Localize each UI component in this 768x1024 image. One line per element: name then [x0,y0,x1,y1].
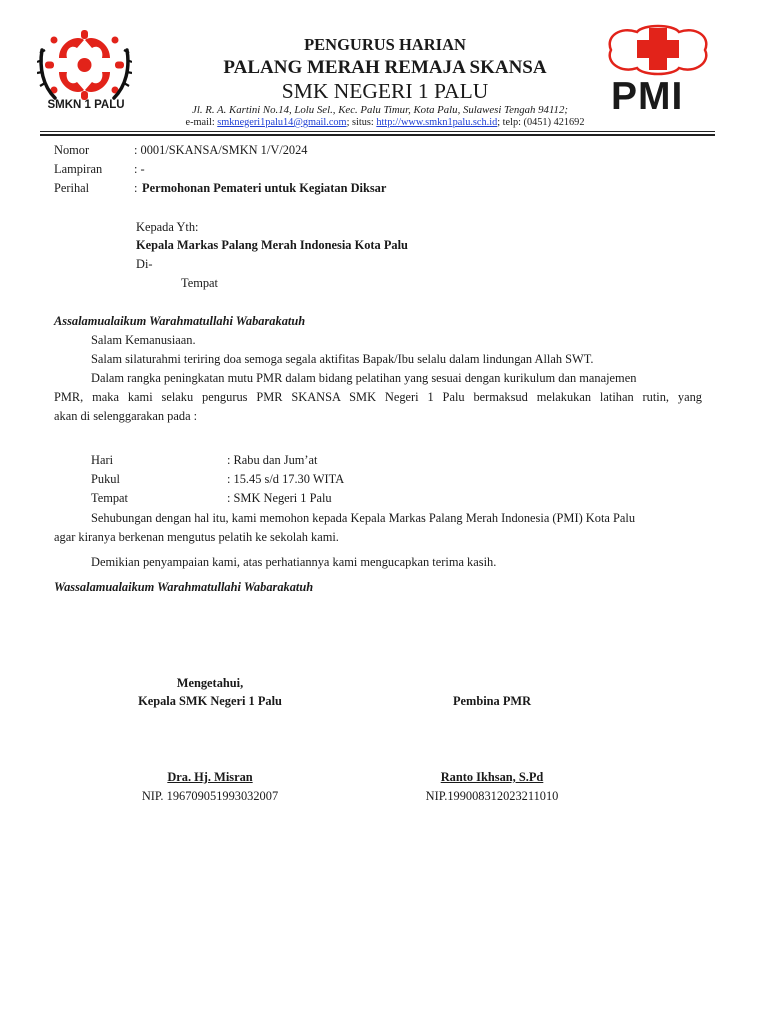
salam-closing: Wassalamualaikum Warahmatullahi Wabarakatuh [54,580,314,594]
recipient-tempat: Tempat [181,276,218,290]
schedule-value-pukul: : 15.45 s/d 17.30 WITA [227,472,345,486]
schedule-label-pukul: Pukul [91,472,120,486]
signature-left-title: Kepala SMK Negeri 1 Palu [138,694,282,708]
paragraph-1: Salam Kemanusiaan. [91,333,196,347]
recipient-kepada: Kepada Yth: [136,220,199,234]
letterhead-line-3: SMK NEGERI 1 PALU [281,79,489,103]
recipient-di: Di- [136,257,153,271]
signature-mengetahui: Mengetahui, [176,676,244,690]
letterhead-line-2: PALANG MERAH REMAJA SKANSA [223,57,547,78]
paragraph-3-line-3: akan di selenggarakan pada : [54,409,198,423]
lampiran-label: Lampiran [54,162,103,176]
recipient-name: Kepala Markas Palang Merah Indonesia Kota Palu [136,238,408,252]
paragraph-2: Salam silaturahmi teriring doa semoga segala aktifitas Bapak/Ibu selalu dalam lindungan Allah SWT. [91,352,594,366]
letterhead-contact [140,117,630,128]
letterhead-address: Jl. R. A. Kartini No.14, Lolu Sel., Kec. Palu Timur, Kota Palu, Sulawesi Tengah 94112; [192,104,568,116]
nomor-label: Nomor [54,143,90,157]
paragraph-4-line-1: Sehubungan dengan hal itu, kami memohon kepada Kepala Markas Palang Merah Indonesia (PMI) Kota Palu [91,511,636,525]
schedule-value-hari: : Rabu dan Jum’at [227,453,318,467]
paragraph-3-line-2: PMR, maka kami selaku pengurus PMR SKANSA SMK Negeri 1 Palu bermaksud melakukan latihan rutin, yang [54,390,702,404]
paragraph-3-line-1: Dalam rangka peningkatan mutu PMR dalam bidang pelatihan yang sesuai dengan kurikulum dan manajemen [91,371,637,385]
email-label: e-mail: [185,117,215,128]
schedule-label-hari: Hari [91,453,114,467]
paragraph-5: Demikian penyampaian kami, atas perhatiannya kami mengucapkan terima kasih. [91,555,497,569]
signature-right-name: Ranto Ikhsan, S.Pd [440,770,544,784]
site-label: ; situs: [346,117,374,128]
logo-left-caption: SMKN 1 PALU [47,99,125,111]
website-link[interactable]: http://www.smkn1palu.sch.id [376,117,498,128]
header-rule-thin [40,131,715,132]
pmi-logo-text: PMI [611,75,684,118]
email-link[interactable]: smknegeri1palu14@gmail.com [217,117,347,128]
nomor-value: : 0001/SKANSA/SMKN 1/V/2024 [134,143,308,157]
letterhead-line-1: PENGURUS HARIAN [304,35,466,54]
signature-right-title: Pembina PMR [452,694,532,708]
perihal-label: Perihal [54,181,90,195]
signature-left-name: Dra. Hj. Misran [167,770,253,784]
perihal-colon: : [134,181,138,195]
header-rule-thick [40,134,715,136]
phone-text: ; telp: (0451) 421692 [497,117,585,128]
schedule-label-tempat: Tempat [91,491,128,505]
perihal-value: Permohonan Pemateri untuk Kegiatan Diksar [142,181,387,195]
lampiran-value: : - [134,162,145,176]
signature-left-nip: NIP. 196709051993032007 [141,789,279,803]
signature-right-nip: NIP.199008312023211010 [425,789,559,803]
salam-opening: Assalamualaikum Warahmatullahi Wabarakatuh [54,314,306,328]
schedule-value-tempat: : SMK Negeri 1 Palu [227,491,332,505]
paragraph-4-line-2: agar kiranya berkenan mengutus pelatih ke sekolah kami. [54,530,339,544]
